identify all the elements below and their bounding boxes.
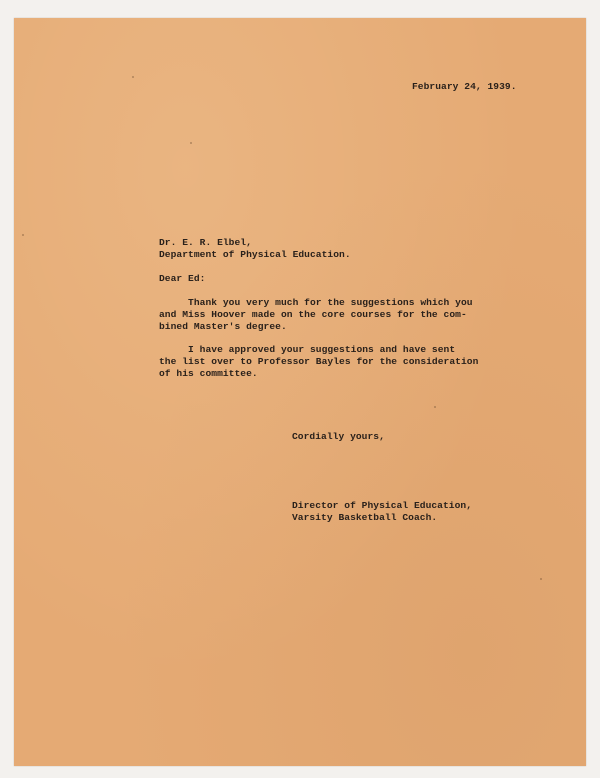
paper-speck	[434, 406, 436, 408]
recipient-name: Dr. E. R. Elbel,	[159, 237, 252, 248]
paper-speck	[540, 578, 542, 580]
signature-title-2: Varsity Basketball Coach.	[292, 512, 438, 523]
paper-speck	[22, 234, 24, 236]
closing: Cordially yours,	[292, 431, 385, 442]
body-paragraph-2-line-1: I have approved your suggestions and have sent	[159, 344, 456, 355]
letter-sheet	[14, 18, 586, 766]
recipient-department: Department of Physical Education.	[159, 249, 351, 260]
salutation: Dear Ed:	[159, 273, 206, 284]
body-paragraph-1-line-3: bined Master's degree.	[159, 321, 287, 332]
body-paragraph-1-line-1: Thank you very much for the suggestions which you	[159, 297, 473, 308]
paper-speck	[190, 142, 192, 144]
body-paragraph-1-line-2: and Miss Hoover made on the core courses for the com-	[159, 309, 467, 320]
body-paragraph-2-line-3: of his committee.	[159, 368, 258, 379]
letter-date: February 24, 1939.	[412, 81, 517, 92]
body-paragraph-2-line-2: the list over to Professor Bayles for the consideration	[159, 356, 479, 367]
paper-speck	[132, 76, 134, 78]
signature-title-1: Director of Physical Education,	[292, 500, 473, 511]
